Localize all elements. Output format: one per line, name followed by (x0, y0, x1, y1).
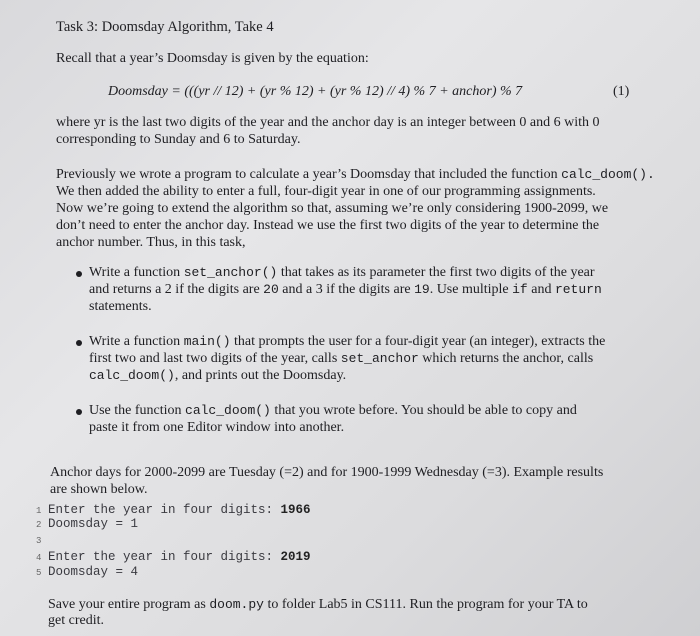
bullet2-text: first two and last two digits of the year, calls (89, 351, 341, 366)
line-number: 4 (36, 553, 42, 563)
bullet2-text: that prompts the user for a four-digit year (an integer), extracts the (230, 334, 606, 349)
example-line-2: Doomsday = 1 (48, 517, 139, 531)
save-line-2: get credit. (48, 613, 104, 628)
task-title: Task 3: Doomsday Algorithm, Take 4 (56, 19, 274, 35)
where-line-1: where yr is the last two digits of the year and the anchor day is an integer between 0 and 6 with 0 (56, 115, 600, 130)
bullet-dot (76, 409, 82, 415)
previously-text: Previously we wrote a program to calculate a year’s Doomsday that included the function (56, 167, 562, 182)
save-text: Save your entire program as (48, 597, 210, 612)
calc-doom-code: calc_doom() (185, 403, 271, 418)
line-number: 3 (36, 536, 42, 546)
doomsday-equation: Doomsday = (((yr // 12) + (yr % 12) + (yr % 12) // 4) % 7 + anchor) % 7 (108, 84, 523, 99)
if-code: if (512, 282, 528, 297)
calc-doom-code: calc_doom() (89, 368, 175, 383)
prompt-text: Enter the year in four digits: (48, 503, 281, 517)
anchor-days-line-2: are shown below. (50, 482, 148, 497)
save-line-1 (48, 596, 588, 613)
bullet2-text: which returns the anchor, calls (418, 351, 594, 366)
doom-py-code: doom.py (209, 597, 264, 612)
where-line-2: corresponding to Sunday and 6 to Saturday. (56, 132, 301, 147)
bullet3-text: Use the function (89, 403, 186, 418)
bullet1-text: . Use multiple (429, 282, 513, 297)
prompt-text: Enter the year in four digits: (48, 550, 281, 564)
equation-number: (1) (613, 84, 630, 99)
bullet3-line-2: paste it from one Editor window into another. (89, 420, 345, 435)
bullet1-text: Write a function (89, 265, 184, 280)
bullet2-text: Write a function (89, 334, 184, 349)
previously-line-2: We then added the ability to enter a full, four-digit year in one of our programming assignments. (56, 184, 596, 199)
save-text: to folder Lab5 in CS111. Run the program for your TA to (263, 597, 588, 612)
return-code: return (554, 282, 602, 297)
previously-line-1 (56, 166, 655, 183)
input-value: 1966 (280, 503, 311, 517)
bullet-dot (76, 340, 82, 346)
main-code: main() (183, 334, 231, 349)
bullet-dot (76, 271, 82, 277)
bullet1-text: and returns a 2 if the digits are (89, 282, 264, 297)
bullet3-text: that you wrote before. You should be able to copy and (270, 403, 577, 418)
bullet1-text: and (527, 282, 555, 297)
recall-text: Recall that a year’s Doomsday is given by the equation: (56, 51, 369, 66)
example-line-4 (48, 550, 311, 564)
bullet1-text: that takes as its parameter the first two digits of the year (277, 265, 595, 280)
previously-line-3: Now we’re going to extend the algorithm so that, assuming we’re only considering 1900-2099, we (56, 201, 609, 216)
line-number: 1 (36, 506, 42, 516)
anchor-days-line-1: Anchor days for 2000-2099 are Tuesday (=2) and for 1900-1999 Wednesday (=3). Example results (50, 465, 604, 480)
calc-doom-code: calc_doom(). (561, 167, 655, 182)
previously-line-4: don’t need to enter the anchor day. Instead we use the first two digits of the year to determine the (56, 218, 600, 233)
bullet3-line-1 (89, 402, 577, 419)
line-number: 5 (36, 568, 42, 578)
bullet2-line-2 (89, 350, 593, 367)
bullet2-text: , and prints out the Doomsday. (174, 368, 347, 383)
example-line-5: Doomsday = 4 (48, 565, 139, 579)
line-number: 2 (36, 520, 42, 530)
bullet1-line-1 (89, 264, 595, 281)
bullet1-line-3: statements. (89, 299, 152, 314)
bullet2-line-3 (89, 367, 346, 384)
example-line-1 (48, 503, 311, 517)
set-anchor-code: set_anchor() (183, 265, 278, 280)
bullet1-line-2 (89, 281, 602, 298)
digits-19-code: 19 (414, 282, 430, 297)
previously-line-5: anchor number. Thus, in this task, (56, 235, 246, 250)
input-value: 2019 (280, 550, 311, 564)
bullet1-text: and a 3 if the digits are (278, 282, 415, 297)
bullet2-line-1 (89, 333, 605, 350)
set-anchor-code: set_anchor (340, 351, 419, 366)
digits-20-code: 20 (263, 282, 279, 297)
